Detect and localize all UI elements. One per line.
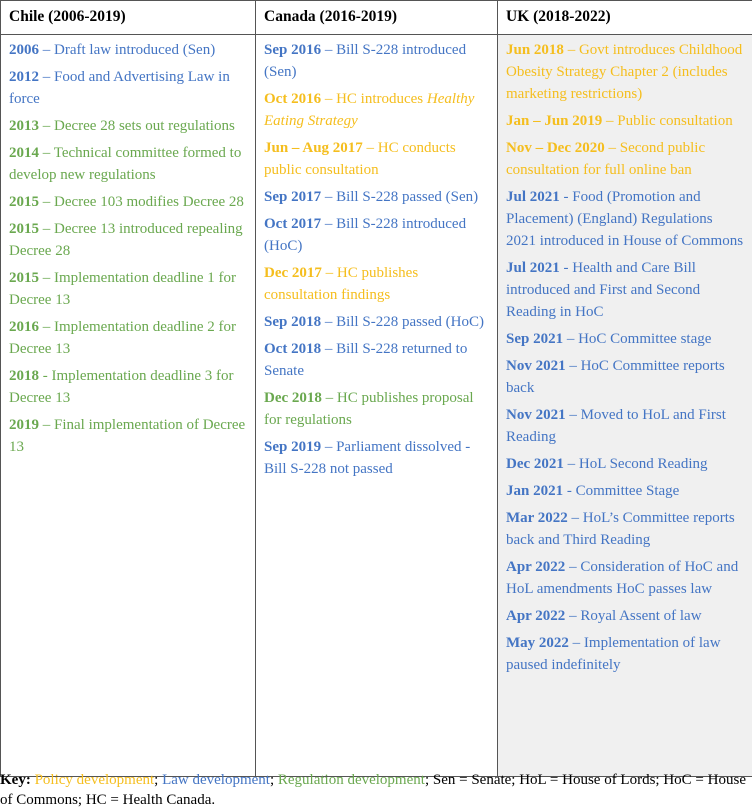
entry-text: – HoL Second Reading [563,456,708,472]
timeline-entry [264,88,489,132]
header-canada: Canada (2016-2019) [256,1,498,35]
entry-text: – Implementation deadline 1 for Decree 13 [9,270,237,308]
timeline-entry [506,257,744,323]
entry-date: Jun 2018 [506,42,564,58]
entry-text: – HoL’s Committee reports back and Third Reading [506,510,735,548]
key-sep-2: ; [269,772,278,788]
entry-text: – Bill S-228 introduced (HoC) [264,216,467,254]
timeline-entry [506,605,744,627]
entry-date: 2015 [9,270,39,286]
timeline-entry [9,267,247,311]
entry-date: Jan – Jun 2019 [506,113,603,129]
header-chile: Chile (2006-2019) [1,1,256,35]
entry-text: – HC publishes proposal for regulations [264,390,474,428]
entry-text: – Consideration of HoC and HoL amendments HoC passes law [506,559,739,597]
timeline-entry [9,191,247,213]
entry-text: – Decree 28 sets out regulations [39,118,235,134]
entry-date: Nov – Dec 2020 [506,140,605,156]
entry-text: – Bill S-228 returned to Senate [264,341,468,379]
entry-text: – Public consultation [602,113,733,129]
entry-text: – Second public consultation for full online ban [506,140,706,178]
entry-text: - Committee Stage [563,483,680,499]
entry-text: – Final implementation of Decree 13 [9,417,246,455]
timeline-entry [264,387,489,431]
timeline-entry [506,404,744,448]
entry-text: – Bill S-228 passed (Sen) [321,189,479,205]
timeline-entry [506,355,744,399]
key-legend [0,770,752,810]
entry-date: 2015 [9,194,39,210]
entry-text: - Food (Promotion and Placement) (England) Regulations 2021 introduced in House of Commons [506,189,744,249]
timeline-entry [506,507,744,551]
entry-date: Sep 2018 [264,314,322,330]
timeline-entry [9,115,247,137]
entry-text: - Health and Care Bill introduced and First and Second Reading in HoC [506,260,701,320]
timeline-entry [506,110,744,132]
timeline-entry [264,186,489,208]
body-row [1,35,752,777]
timeline-entry [9,316,247,360]
entry-date: Mar 2022 [506,510,568,526]
timeline-entry [264,311,489,333]
timeline-entry [9,218,247,262]
entry-date: Sep 2016 [264,42,322,58]
entry-text: – HoC Committee reports back [506,358,725,396]
key-law: Law development [162,772,270,788]
entry-text: – HC conducts public consultation [264,140,456,178]
timeline-entry [506,453,744,475]
timeline-entry [9,39,247,61]
entry-text: – Decree 13 introduced repealing Decree 28 [9,221,243,259]
entry-date: 2012 [9,69,39,85]
entry-text: – Implementation of law paused indefinitely [506,635,721,673]
entry-date: Dec 2018 [264,390,322,406]
entry-date: Oct 2018 [264,341,322,357]
timeline-entry [9,66,247,110]
entry-date: May 2022 [506,635,569,651]
timeline-entry [506,632,744,676]
entry-date: Jul 2021 [506,189,560,205]
entry-date: 2006 [9,42,39,58]
timeline-entry [506,186,744,252]
timeline-entry [506,39,744,105]
entry-date: 2013 [9,118,39,134]
key-label: Key: [0,772,31,788]
timeline-entry [506,556,744,600]
entry-date: 2015 [9,221,39,237]
entry-text: – Bill S-228 introduced (Sen) [264,42,467,80]
entry-date: Nov 2021 [506,407,566,423]
entry-date: Dec 2021 [506,456,564,472]
entry-text: – Govt introduces Childhood Obesity Strategy Chapter 2 (includes marketing restrictions) [506,42,743,102]
timeline-entry [9,142,247,186]
uk-column [498,35,752,777]
entry-date: Sep 2017 [264,189,322,205]
entry-date: Oct 2016 [264,91,322,107]
entry-text: – Implementation deadline 2 for Decree 13 [9,319,237,357]
entry-date: 2016 [9,319,39,335]
header-uk: UK (2018-2022) [498,1,752,35]
entry-text: - Implementation deadline 3 for Decree 13 [9,368,234,406]
timeline-entry [506,480,744,502]
entry-text: – Bill S-228 passed (HoC) [321,314,485,330]
entry-text: – Royal Assent of law [565,608,702,624]
entry-date: Nov 2021 [506,358,566,374]
key-policy: Policy development [34,772,155,788]
timeline-entry [264,436,489,480]
entry-text: – Technical committee formed to develop new regulations [9,145,242,183]
timeline-entry [264,137,489,181]
timeline-entry [264,213,489,257]
entry-date: Jul 2021 [506,260,560,276]
entry-text: – HC introduces [321,91,427,107]
key-regulation: Regulation development [277,772,425,788]
entry-date: Oct 2017 [264,216,322,232]
entry-text: – HoC Committee stage [563,331,712,347]
timeline-entry [9,365,247,409]
entry-text: – Food and Advertising Law in force [9,69,230,107]
entry-date: 2014 [9,145,39,161]
entry-date: Jan 2021 [506,483,564,499]
canada-column [256,35,498,777]
timeline-entry [9,414,247,458]
entry-text: – Parliament dissolved - Bill S-228 not passed [264,439,471,477]
entry-date: 2018 [9,368,39,384]
timeline-entry [506,328,744,350]
header-row [1,1,752,35]
entry-date: Apr 2022 [506,559,566,575]
chile-column [1,35,256,777]
entry-text: – Draft law introduced (Sen) [39,42,216,58]
timeline-entry [264,39,489,83]
entry-text: – Moved to HoL and First Reading [506,407,726,445]
key-sep-1: ; [154,772,163,788]
key-rest: ; Sen = Senate; HoL = House of Lords; HoC = House of Commons; HC = Health Canada. [0,772,746,808]
entry-date: Jun – Aug 2017 [264,140,363,156]
entry-italic-text: Healthy Eating Strategy [264,91,475,129]
entry-date: Sep 2021 [506,331,564,347]
entry-date: 2019 [9,417,39,433]
entry-text: – Decree 103 modifies Decree 28 [39,194,244,210]
entry-text: – HC publishes consultation findings [264,265,419,303]
timeline-entry [264,338,489,382]
entry-date: Dec 2017 [264,265,322,281]
entry-date: Sep 2019 [264,439,322,455]
timeline-entry [506,137,744,181]
entry-date: Apr 2022 [506,608,566,624]
timeline-entry [264,262,489,306]
